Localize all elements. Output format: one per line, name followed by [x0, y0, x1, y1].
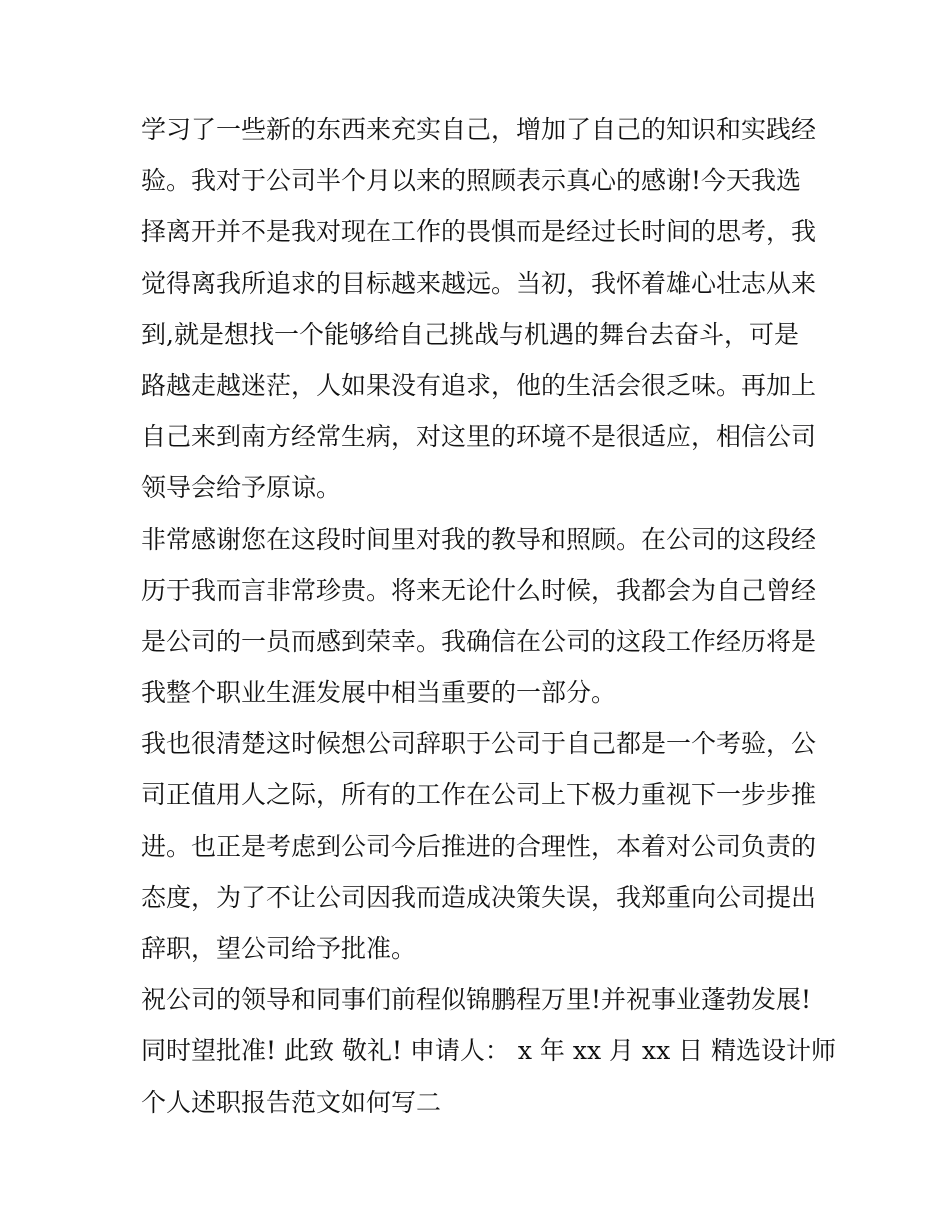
- text-line: 领导会给予原谅。: [141, 473, 342, 503]
- text-line: 到,就是想找一个能够给自己挑战与机遇的舞台去奋斗，可是: [141, 319, 799, 349]
- text-line: 学习了一些新的东西来充实自己，增加了自己的知识和实践经: [141, 115, 817, 144]
- text-line: 个人述职报告范文如何写二: [141, 1087, 442, 1117]
- text-line: 进。也正是考虑到公司今后推进的合理性，本着对公司负责的: [141, 831, 817, 861]
- text-line: 司正值用人之际，所有的工作在公司上下极力重视下一步步推: [141, 780, 817, 810]
- text-line: 非常感谢您在这段时间里对我的教导和照顾。在公司的这段经: [141, 524, 817, 554]
- text-line: 历于我而言非常珍贵。将来无论什么时候，我都会为自己曾经: [141, 575, 817, 605]
- text-line: 验。我对于公司半个月以来的照顾表示真心的感谢!今天我选: [141, 166, 802, 196]
- text-line: 是公司的一员而感到荣幸。我确信在公司的这段工作经历将是: [141, 626, 817, 656]
- text-line: 同时望批准! 此致 敬礼! 申请人： x 年 xx 月 xx 日 精选设计师: [141, 1036, 837, 1066]
- document-body: [141, 104, 837, 1128]
- text-line: 自己来到南方经常生病，对这里的环境不是很适应，相信公司: [141, 422, 817, 452]
- text-line: 我整个职业生涯发展中相当重要的一部分。: [141, 678, 617, 708]
- text-line: 我也很清楚这时候想公司辞职于公司于自己都是一个考验，公: [141, 729, 817, 759]
- text-line: 觉得离我所追求的目标越来越远。当初，我怀着雄心壮志从来: [141, 268, 817, 298]
- text-line: 择离开并不是我对现在工作的畏惧而是经过长时间的思考，我: [141, 217, 817, 247]
- text-line: 态度，为了不让公司因我而造成决策失误，我郑重向公司提出: [141, 882, 817, 912]
- text-line: 辞职，望公司给予批准。: [141, 934, 417, 963]
- text-line: 祝公司的领导和同事们前程似锦鹏程万里!并祝事业蓬勃发展!: [141, 985, 812, 1015]
- text-line: 路越走越迷茫，人如果没有追求，他的生活会很乏味。再加上: [141, 370, 817, 400]
